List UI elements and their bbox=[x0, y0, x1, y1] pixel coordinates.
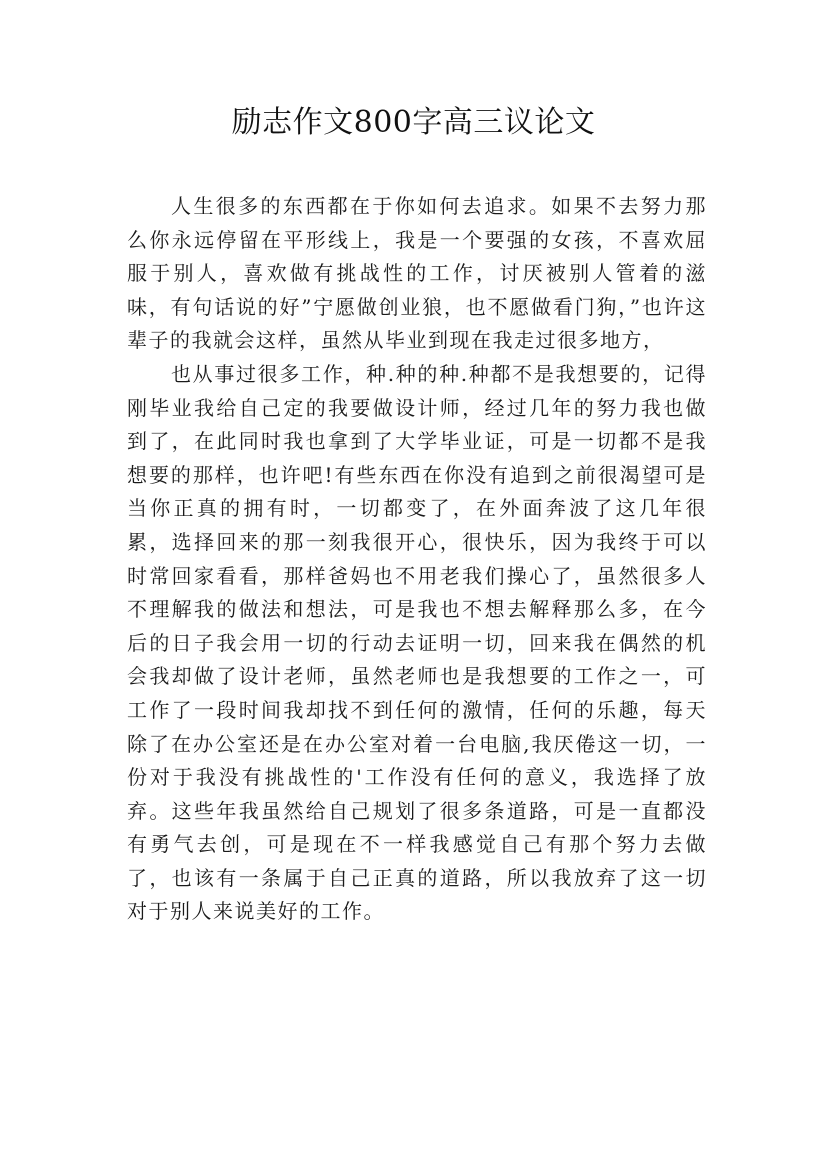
paragraph-2: 也从事过很多工作，种.种的种.种都不是我想要的，记得刚毕业我给自己定的我要做设计师，经过几年的努力我也做到了，在此同时我也拿到了大学毕业证，可是一切都不是我想要的那样，也许吧!有些东西在你没有追到之前很渴望可是当你正真的拥有时，一切都变了，在外面奔波了这几年很累，选择回来的那一刻我很开心，很快乐，因为我终于可以时常回家看看，那样爸妈也不用老我们操心了，虽然很多人不理解我的做法和想法，可是我也不想去解释那么多，在今后的日子我会用一切的行动去证明一切，回来我在偶然的机会我却做了设计老师，虽然老师也是我想要的工作之一，可工作了一段时间我却找不到任何的激情，任何的乐趣，每天除了在办公室还是在办公室对着一台电脑,我厌倦这一切，一份对于我没有挑战性的'工作没有任何的意义，我选择了放弃。这些年我虽然给自己规划了很多条道路，可是一直都没有勇气去创，可是现在不一样我感觉自己有那个努力去做了，也该有一条属于自己正真的道路，所以我放弃了这一切对于别人来说美好的工作。 bbox=[127, 361, 707, 924]
document-title: 励志作文800字高三议论文 bbox=[231, 105, 596, 140]
paragraph-1: 人生很多的东西都在于你如何去追求。如果不去努力那么你永远停留在平形线上，我是一个要强的女孩，不喜欢屈服于别人，喜欢做有挑战性的工作，讨厌被别人管着的滋味，有句话说的好”宁愿做创业狼，也不愿做看门狗，”也许这辈子的我就会这样，虽然从毕业到现在我走过很多地方， bbox=[127, 194, 707, 353]
document-body bbox=[127, 190, 707, 929]
